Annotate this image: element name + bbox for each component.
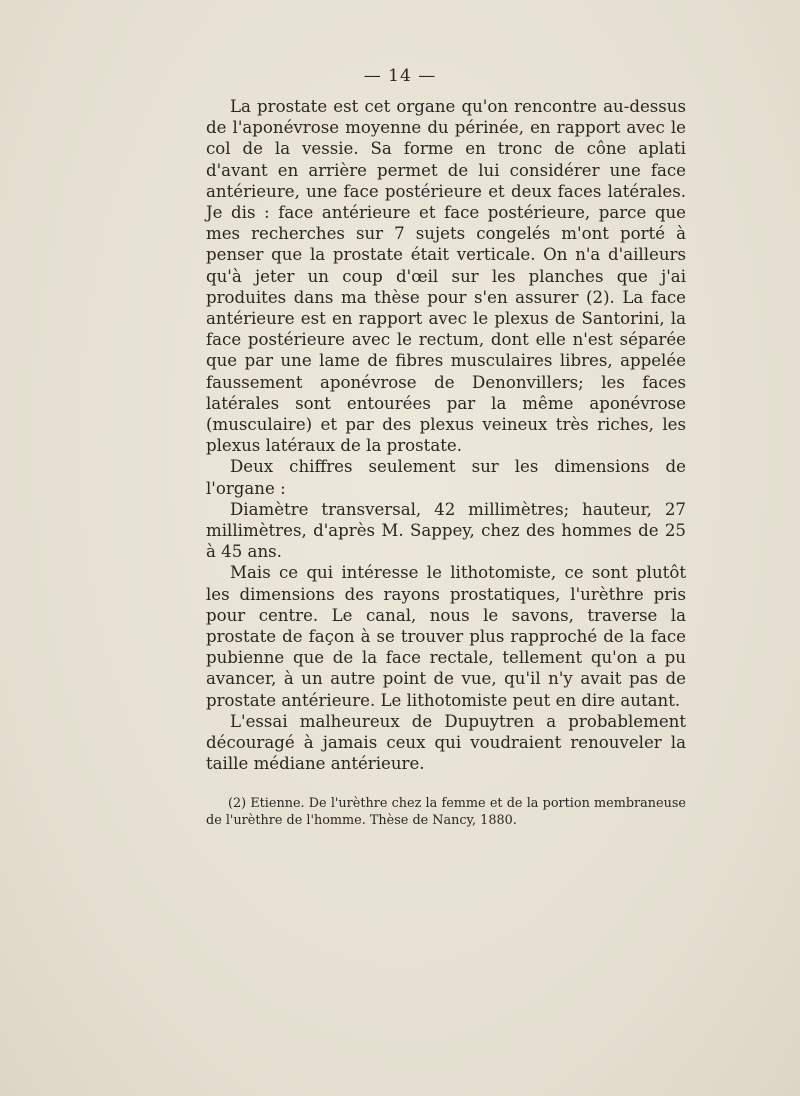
paragraph: Mais ce qui intéresse le lithotomiste, ce sont plutôt les dimensions des rayons prostatiques, l'urèthre pris pour centre. Le canal, nous le savons, traverse la prostate de façon à se trouver plus rapproché de la face pubienne que de la face rectale, tellement qu'on a pu avancer, à un autre point de vue, qu'il n'y avait pas de prostate antérieure. Le lithotomiste peut en dire autant.	[206, 563, 686, 710]
footnote-text: (2) Etienne. De l'urèthre chez la femme et de la portion membraneuse de l'urèthre de l'homme. Thèse de Nancy, 1880.	[206, 796, 686, 828]
paragraph: Deux chiffres seulement sur les dimensions de l'organe :	[206, 457, 686, 498]
paragraph: L'essai malheureux de Dupuytren a probablement découragé à jamais ceux qui voudraient renouveler la taille médiane antérieure.	[206, 711, 686, 774]
page-number: — 14 —	[363, 66, 437, 86]
body-text	[206, 96, 686, 775]
paragraph: Diamètre transversal, 42 millimètres; hauteur, 27 millimètres, d'après M. Sappey, chez des hommes de 25 à 45 ans.	[206, 499, 686, 562]
footnote	[206, 796, 686, 829]
paragraph: La prostate est cet organe qu'on rencontre au-dessus de l'aponévrose moyenne du périnée, en rapport avec le col de la vessie. Sa forme en tronc de cône aplati d'avant en arrière permet de lui considérer une face antérieure, une face postérieure et deux faces latérales. Je dis : face antérieure et face postérieure, parce que mes recherches sur 7 sujets congelés m'ont porté à penser que la prostate était verticale. On n'a d'ailleurs qu'à jeter un coup d'œil sur les planches que j'ai produites dans ma thèse pour s'en assurer (2). La face antérieure est en rapport avec le plexus de Santorini, la face postérieure avec le rectum, dont elle n'est séparée que par une lame de fibres musculaires libres, appelée faussement aponévrose de Denonvillers; les faces latérales sont entourées par la même aponévrose (musculaire) et par des plexus veineux très riches, les plexus latéraux de la prostate.	[206, 97, 686, 456]
